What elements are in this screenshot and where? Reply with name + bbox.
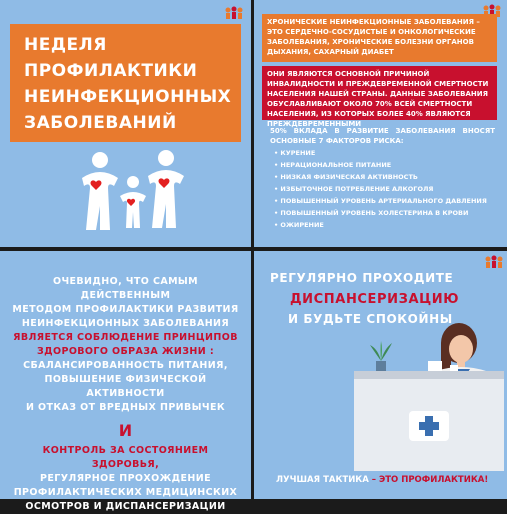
list-item: • ПОВЫШЕННЫЙ УРОВЕНЬ ХОЛЕСТЕРИНА В КРОВИ: [274, 207, 496, 219]
panel-week-title: [0, 0, 251, 247]
logo-icon: [222, 4, 246, 24]
checkup-line3: И БУДЬТЕ СПОКОЙНЫ: [288, 312, 453, 326]
title-box: [10, 24, 241, 142]
title-line: ЗАБОЛЕВАНИЙ: [24, 113, 177, 133]
footer-part2: – ЭТО ПРОФИЛАКТИКА!: [368, 475, 489, 485]
list-item: • ИЗБЫТОЧНОЕ ПОТРЕБЛЕНИЕ АЛКОГОЛЯ: [274, 183, 496, 195]
family-hearts-icon: [78, 148, 188, 232]
logo-icon: [482, 253, 506, 273]
list-item: • НЕРАЦИОНАЛЬНОЕ ПИТАНИЕ: [274, 159, 496, 171]
panel-checkup: [254, 251, 507, 499]
title-line: НЕИНФЕКЦИОННЫХ: [24, 87, 232, 107]
reception-desk: [354, 361, 504, 471]
lifestyle-text: [8, 275, 243, 514]
text-line: ОЧЕВИДНО, ЧТО САМЫМ ДЕЙСТВЕННЫМ: [52, 276, 199, 301]
text-line: ПРОФИЛАКТИЧЕСКИХ МЕДИЦИНСКИХ: [13, 487, 238, 498]
list-item: • КУРЕНИЕ: [274, 147, 496, 159]
checkup-line2: ДИСПАНСЕРИЗАЦИЮ: [290, 292, 460, 307]
text-line: ЗДОРОВОГО ОБРАЗА ЖИЗНИ :: [36, 346, 215, 357]
risk-list: [274, 147, 496, 231]
mortality-box: [262, 66, 497, 128]
text-line: НЕИНФЕКЦИОННЫХ ЗАБОЛЕВАНИЯ: [21, 318, 230, 329]
risk-heading: 50% ВКЛАДА В РАЗВИТИЕ ЗАБОЛЕВАНИЯ ВНОСЯТ ОСНОВНЫЕ 7 ФАКТОРОВ РИСКА:: [270, 127, 495, 145]
footer-slogan: [276, 475, 488, 485]
definition-box: [262, 14, 497, 62]
title-line: ПРОФИЛАКТИКИ: [24, 61, 198, 81]
title-line: НЕДЕЛЯ: [24, 35, 107, 55]
list-item: • НИЗКАЯ ФИЗИЧЕСКАЯ АКТИВНОСТЬ: [274, 171, 496, 183]
mortality-text: ОНИ ЯВЛЯЮТСЯ ОСНОВНОЙ ПРИЧИНОЙ ИНВАЛИДНОСТИ И ПРЕЖДЕВРЕМЕННОЙ СМЕРТНОСТИ НАСЕЛЕНИЯ НАШЕЙ СТРАНЫ. ДАННЫЕ ЗАБОЛЕВАНИЯ ОБУСЛАВЛИВАЮТ ОКОЛО 70% ВСЕЙ СМЕРТНОСТИ НАСЕЛЕНИЯ, ИЗ КОТОРЫХ БОЛЕЕ 40% ЯВЛЯЮТСЯ ПРЕЖДЕВРЕМЕННЫМИ: [267, 70, 489, 128]
text-line: РЕГУЛЯРНОЕ ПРОХОЖДЕНИЕ: [40, 473, 211, 484]
panel-healthy-lifestyle: [0, 251, 251, 512]
checkup-line1: РЕГУЛЯРНО ПРОХОДИТЕ: [270, 271, 454, 285]
text-line: КОНТРОЛЬ ЗА СОСТОЯНИЕМ ЗДОРОВЬЯ,: [42, 445, 209, 470]
panel-risk-factors: [254, 0, 507, 247]
text-line: ЯВЛЯЕТСЯ СОБЛЮДЕНИЕ ПРИНЦИПОВ: [13, 332, 238, 343]
list-item: • ПОВЫШЕННЫЙ УРОВЕНЬ АРТЕРИАЛЬНОГО ДАВЛЕНИЯ: [274, 195, 496, 207]
text-line: МЕТОДОМ ПРОФИЛАКТИКИ РАЗВИТИЯ: [12, 304, 239, 315]
text-line: И ОТКАЗ ОТ ВРЕДНЫХ ПРИВЫЧЕК: [25, 402, 226, 413]
footer-part1: ЛУЧШАЯ ТАКТИКА: [276, 475, 369, 485]
definition-text: ХРОНИЧЕСКИЕ НЕИНФЕКЦИОННЫЕ ЗАБОЛЕВАНИЯ – ЭТО СЕРДЕЧНО-СОСУДИСТЫЕ И ОНКОЛОГИЧЕСКИЕ ЗАБОЛЕВАНИЯ, ХРОНИЧЕСКИЕ БОЛЕЗНИ ОРГАНОВ ДЫХАНИЯ, САХАРНЫЙ ДИАБЕТ: [267, 18, 480, 56]
text-line: ОСМОТРОВ И ДИСПАНСЕРИЗАЦИИ: [25, 501, 226, 512]
list-item: • ОЖИРЕНИЕ: [274, 219, 496, 231]
and-letter: И: [118, 421, 133, 440]
text-line: ПОВЫШЕНИЕ ФИЗИЧЕСКОЙ АКТИВНОСТИ: [44, 374, 207, 399]
text-line: СБАЛАНСИРОВАННОСТЬ ПИТАНИЯ,: [23, 360, 228, 371]
